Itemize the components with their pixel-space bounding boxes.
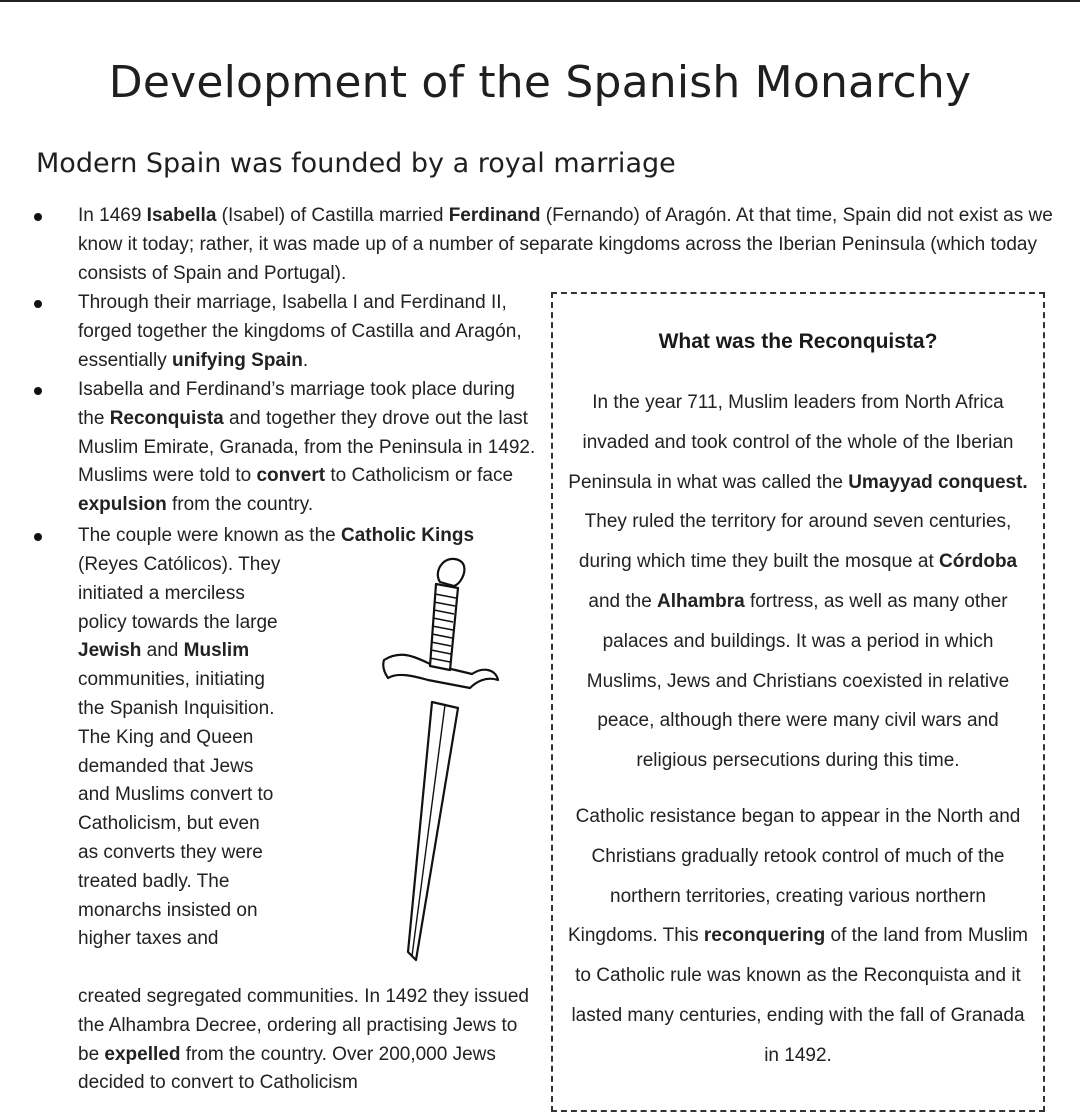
box-paragraph-2: Catholic resistance began to appear in the North and Christians gradually retook control of much of the northern territories, creating various northern Kingdoms. This reconquering of the land from Muslim to Catholic rule was known as the Reconquista and it lasted many centuries, ending with the fall of Granada in 1492. xyxy=(567,806,1029,1066)
bullet-text-3: Isabella and Ferdinand’s marriage took place during the Reconquista and together they drove out the last Muslim Emirate, Granada, from the Peninsula in 1492. Muslims were told to convert to Catholicism or face expulsion from the country. xyxy=(78,379,536,516)
bullet-icon xyxy=(34,387,42,395)
sword-icon xyxy=(380,552,500,972)
bullet-icon xyxy=(34,213,42,221)
bullet-text-2: Through their marriage, Isabella I and Ferdinand II, forged together the kingdoms of Castilla and Aragón, essentially unifying Spain. xyxy=(78,292,522,371)
bullet-text-4-body: (Reyes Católicos). They initiated a merciless policy towards the large Jewish and Muslim communities, initiating the Spanish Inquisition. The King and Queen demanded that Jews and Muslims convert to Catholicism, but even as converts they were treated badly. The monarchs insisted on higher taxes and xyxy=(78,554,281,950)
bullet-icon xyxy=(34,533,42,541)
bullet-text-4-lead: The couple were known as the Catholic Kings xyxy=(78,525,475,546)
bullet-icon xyxy=(34,300,42,308)
bullet-text-1: In 1469 Isabella (Isabel) of Castilla married Ferdinand (Fernando) of Aragón. At that time, Spain did not exist as we know it today; rather, it was made up of a number of separate kingdoms across the Iberian Peninsula (which today consists of Spain and Portugal). xyxy=(78,205,1053,284)
box-paragraph-1: In the year 711, Muslim leaders from North Africa invaded and took control of the whole of the Iberian Peninsula in what was called the Umayyad conquest. They ruled the territory for around seven centuries, during which time they built the mosque at Córdoba and the Alhambra fortress, as well as many other palaces and buildings. It was a period in which Muslims, Jews and Christians coexisted in relative peace, although there were many civil wars and religious persecutions during this time. xyxy=(568,392,1028,772)
section-heading: Modern Spain was founded by a royal marriage xyxy=(36,148,676,179)
box-title: What was the Reconquista? xyxy=(658,330,938,353)
bullet-text-4-tail: created segregated communities. In 1492 they issued the Alhambra Decree, ordering all practising Jews to be expelled from the country. Over 200,000 Jews decided to convert to Catholicism xyxy=(78,986,529,1094)
reconquista-box xyxy=(551,292,1045,1112)
page-title: Development of the Spanish Monarchy xyxy=(108,57,972,109)
